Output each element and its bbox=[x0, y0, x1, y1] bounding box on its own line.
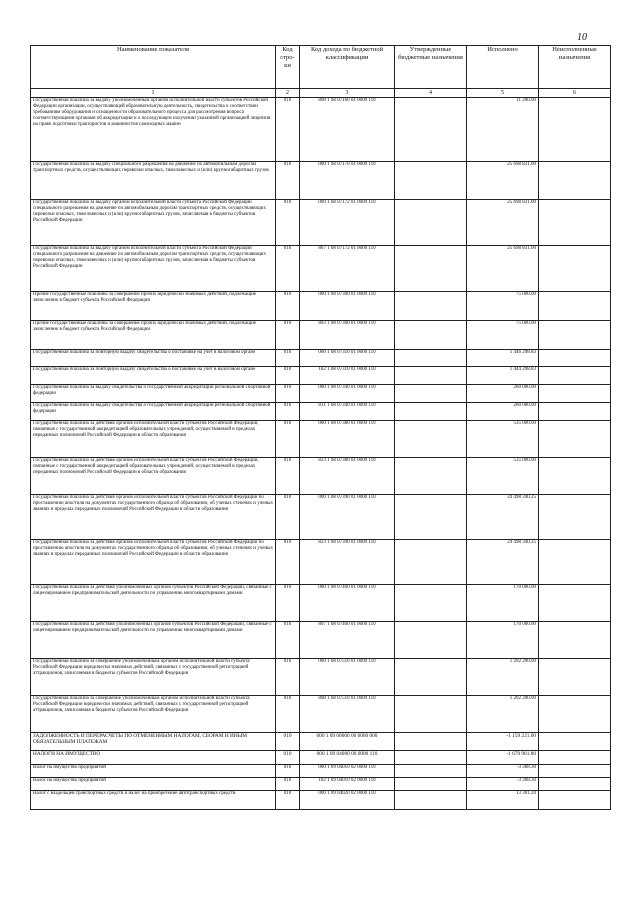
indicator-name: Налог на имущество предприятий bbox=[31, 765, 276, 778]
table-row bbox=[31, 321, 611, 350]
row-code: 010 bbox=[276, 659, 300, 696]
unexecuted-amount bbox=[539, 403, 611, 421]
income-code: 000 1 08 07172 01 0000 110 bbox=[300, 200, 395, 246]
row-code: 010 bbox=[276, 246, 300, 292]
unexecuted-amount bbox=[539, 540, 611, 585]
approved-amount bbox=[395, 421, 467, 458]
row-code: 010 bbox=[276, 98, 300, 162]
column-number: 3 bbox=[300, 89, 395, 98]
unexecuted-amount bbox=[539, 421, 611, 458]
income-code: 831 1 08 07340 01 0000 110 bbox=[300, 403, 395, 421]
row-code: 010 bbox=[276, 495, 300, 540]
approved-amount bbox=[395, 696, 467, 733]
executed-amount: 260 000.00 bbox=[467, 385, 539, 403]
column-number: 2 bbox=[276, 89, 300, 98]
table-row bbox=[31, 751, 611, 765]
header-income-code: Код дохода по бюджетной классификации bbox=[300, 46, 395, 89]
approved-amount bbox=[395, 321, 467, 350]
table-row bbox=[31, 292, 611, 321]
executed-amount: 75 000.00 bbox=[467, 321, 539, 350]
header-approved: Утвержденные бюджетные назначения bbox=[395, 46, 467, 89]
unexecuted-amount bbox=[539, 98, 611, 162]
row-code: 010 bbox=[276, 421, 300, 458]
table-row bbox=[31, 791, 611, 810]
indicator-name: Налог с владельцев транспортных средств и налог на приобретение автотранспортных средств bbox=[31, 791, 276, 810]
executed-amount: 24 498 340.25 bbox=[467, 495, 539, 540]
row-code: 010 bbox=[276, 540, 300, 585]
column-number: 4 bbox=[395, 89, 467, 98]
approved-amount bbox=[395, 200, 467, 246]
indicator-name: Государственная пошлина за выдачу органом исполнительной власти субъекта Российской Федерации специального разрешения на движение по автомобильным дорогам транспортных средств, осуществляющих перевозки опасных, тяжеловесных и (или) крупногабаритных грузов, зачисляемая в бюджеты субъектов Российской Федерации bbox=[31, 200, 276, 246]
approved-amount bbox=[395, 733, 467, 751]
indicator-name: НАЛОГИ НА ИМУЩЕСТВО bbox=[31, 751, 276, 765]
table-row bbox=[31, 495, 611, 540]
executed-amount: 170 000.00 bbox=[467, 622, 539, 659]
indicator-name: Государственная пошлина за совершение уполномоченным органом исполнительной власти субъекта Российской Федерации юридически значимых действий, связанных с государственной регистрацией аттракционов, зачисляемая в бюджеты субъектов Российской Федерации bbox=[31, 696, 276, 733]
header-row bbox=[31, 46, 611, 89]
indicator-name: Государственная пошлина за действия уполномоченных органов субъектов Российской Федерации, связанные с лицензированием предпринимательской деятельности по управлению многоквартирными домами bbox=[31, 622, 276, 659]
executed-amount: 25 698 831.00 bbox=[467, 246, 539, 292]
table-row bbox=[31, 385, 611, 403]
unexecuted-amount bbox=[539, 696, 611, 733]
executed-amount: 25 698 831.00 bbox=[467, 162, 539, 200]
approved-amount bbox=[395, 622, 467, 659]
unexecuted-amount bbox=[539, 367, 611, 385]
executed-amount: 24 498 340.25 bbox=[467, 540, 539, 585]
executed-amount: -3 368.30 bbox=[467, 765, 539, 778]
approved-amount bbox=[395, 246, 467, 292]
executed-amount: 1 444 298.83 bbox=[467, 367, 539, 385]
column-number: 6 bbox=[539, 89, 611, 98]
income-code: 182 1 08 07310 01 0000 110 bbox=[300, 367, 395, 385]
income-code: 000 1 08 07380 01 0000 110 bbox=[300, 421, 395, 458]
income-code: 000 1 09 04020 02 0000 110 bbox=[300, 791, 395, 810]
row-code: 010 bbox=[276, 367, 300, 385]
indicator-name: Государственная пошлина за действия органов исполнительной власти субъектов Российской Федерации, связанные с государственной аккредитацией образовательных учреждений, осуществляемой в пределах переданных полномочий Российской Федерации в области образования bbox=[31, 458, 276, 495]
executed-amount: -1 159 221.00 bbox=[467, 733, 539, 751]
indicator-name: Государственная пошлина за действия органов исполнительной власти субъектов Российской Федерации, связанные с государственной аккредитацией образовательных учреждений, осуществляемой в пределах переданных полномочий Российской Федерации в области образования bbox=[31, 421, 276, 458]
executed-amount: 25 698 831.00 bbox=[467, 200, 539, 246]
table-row bbox=[31, 162, 611, 200]
indicator-name: Государственная пошлина за повторную выдачу свидетельства о постановке на учет в налоговом органе bbox=[31, 367, 276, 385]
unexecuted-amount bbox=[539, 778, 611, 791]
unexecuted-amount bbox=[539, 385, 611, 403]
income-code: 000 1 09 00000 00 0000 000 bbox=[300, 733, 395, 751]
indicator-name: Государственная пошлина за выдачу специального разрешения на движение по автомобильным дорогам транспортных средств, осуществляющих перевозки опасных, тяжеловесных и (или) крупногабаритных грузов bbox=[31, 162, 276, 200]
income-code: 000 1 08 07300 01 0000 110 bbox=[300, 292, 395, 321]
table-row bbox=[31, 403, 611, 421]
income-code: 000 1 08 07340 01 0000 110 bbox=[300, 385, 395, 403]
table-row bbox=[31, 659, 611, 696]
unexecuted-amount bbox=[539, 733, 611, 751]
table-row bbox=[31, 458, 611, 495]
executed-amount: 170 000.00 bbox=[467, 585, 539, 622]
approved-amount bbox=[395, 765, 467, 778]
column-number-row bbox=[31, 89, 611, 98]
executed-amount: -3 368.30 bbox=[467, 778, 539, 791]
unexecuted-amount bbox=[539, 585, 611, 622]
table-row bbox=[31, 98, 611, 162]
table-row bbox=[31, 778, 611, 791]
unexecuted-amount bbox=[539, 350, 611, 367]
income-code: 808 1 08 07510 01 0000 110 bbox=[300, 696, 395, 733]
approved-amount bbox=[395, 292, 467, 321]
income-code: 182 1 09 04010 02 0000 110 bbox=[300, 778, 395, 791]
approved-amount bbox=[395, 751, 467, 765]
income-code: 000 1 08 07510 01 0000 110 bbox=[300, 659, 395, 696]
table-row bbox=[31, 622, 611, 659]
unexecuted-amount bbox=[539, 765, 611, 778]
header-row-code: Код стро-ки bbox=[276, 46, 300, 89]
indicator-name: Прочие государственные пошлины за совершение прочих юридически значимых действий, подлежащие зачислению в бюджет субъекта Российской Федерации bbox=[31, 321, 276, 350]
table-row bbox=[31, 421, 611, 458]
approved-amount bbox=[395, 98, 467, 162]
unexecuted-amount bbox=[539, 495, 611, 540]
table-row bbox=[31, 765, 611, 778]
row-code: 010 bbox=[276, 292, 300, 321]
approved-amount bbox=[395, 403, 467, 421]
approved-amount bbox=[395, 540, 467, 585]
unexecuted-amount bbox=[539, 791, 611, 810]
executed-amount: 1 202 200.00 bbox=[467, 696, 539, 733]
income-code: 000 1 08 07400 01 0000 110 bbox=[300, 585, 395, 622]
executed-amount: 535 000.00 bbox=[467, 421, 539, 458]
executed-amount: 13 301.20 bbox=[467, 791, 539, 810]
table-row bbox=[31, 367, 611, 385]
row-code: 010 bbox=[276, 696, 300, 733]
executed-amount: 1 202 200.00 bbox=[467, 659, 539, 696]
table-row bbox=[31, 540, 611, 585]
row-code: 010 bbox=[276, 458, 300, 495]
approved-amount bbox=[395, 350, 467, 367]
income-code: 867 1 08 07172 01 0000 110 bbox=[300, 246, 395, 292]
indicator-name: Налог на имущество предприятий bbox=[31, 778, 276, 791]
header-executed: Исполнено bbox=[467, 46, 539, 89]
executed-amount: 75 000.00 bbox=[467, 292, 539, 321]
executed-amount: -1 670 961.80 bbox=[467, 751, 539, 765]
row-code: 010 bbox=[276, 585, 300, 622]
income-code: 000 1 08 07390 01 0000 110 bbox=[300, 495, 395, 540]
unexecuted-amount bbox=[539, 751, 611, 765]
indicator-name: Государственная пошлина за повторную выдачу свидетельства о постановке на учет в налоговом органе bbox=[31, 350, 276, 367]
approved-amount bbox=[395, 162, 467, 200]
income-code: 823 1 08 07390 01 0000 110 bbox=[300, 540, 395, 585]
income-code: 823 1 08 07380 01 0000 110 bbox=[300, 458, 395, 495]
unexecuted-amount bbox=[539, 622, 611, 659]
row-code: 010 bbox=[276, 321, 300, 350]
table-row bbox=[31, 350, 611, 367]
income-code: 000 1 09 04000 00 0000 110 bbox=[300, 751, 395, 765]
income-code: 000 1 08 07170 01 0000 110 bbox=[300, 162, 395, 200]
income-code: 803 1 08 07300 01 0000 110 bbox=[300, 321, 395, 350]
approved-amount bbox=[395, 458, 467, 495]
executed-amount: 1 446 298.83 bbox=[467, 350, 539, 367]
approved-amount bbox=[395, 495, 467, 540]
row-code: 010 bbox=[276, 162, 300, 200]
executed-amount: 535 000.00 bbox=[467, 458, 539, 495]
unexecuted-amount bbox=[539, 200, 611, 246]
approved-amount bbox=[395, 585, 467, 622]
row-code: 010 bbox=[276, 778, 300, 791]
row-code: 010 bbox=[276, 350, 300, 367]
indicator-name: ЗАДОЛЖЕННОСТЬ И ПЕРЕРАСЧЕТЫ ПО ОТМЕНЕННЫМ НАЛОГАМ, СБОРАМ И ИНЫМ ОБЯЗАТЕЛЬНЫМ ПЛАТЕЖАМ bbox=[31, 733, 276, 751]
indicator-name: Государственная пошлина за выдачу уполномоченным органом исполнительной власти субъектов Российской Федерации организации, осуществляющей образовательную деятельность, свидетельства о соответствии требованиям оборудования и оснащенности образовательного процесса для рассмотрения вопроса соответствующими органами об аккредитации и о последующем получении указанной организацией лицензии на право подготовки трактористов и машинистов самоходных машин bbox=[31, 98, 276, 162]
row-code: 010 bbox=[276, 733, 300, 751]
page-number: 10 bbox=[577, 32, 587, 43]
row-code: 010 bbox=[276, 403, 300, 421]
row-code: 010 bbox=[276, 751, 300, 765]
income-code: 808 1 08 07160 01 0000 110 bbox=[300, 98, 395, 162]
approved-amount bbox=[395, 791, 467, 810]
table-row bbox=[31, 696, 611, 733]
approved-amount bbox=[395, 367, 467, 385]
indicator-name: Государственная пошлина за действия органов исполнительной власти субъектов Российской Федерации по проставлению апостиля на документах государственного образца об образовании, об ученых степенях и ученых званиях в пределах переданных полномочий Российской Федерации в области образования bbox=[31, 540, 276, 585]
unexecuted-amount bbox=[539, 659, 611, 696]
approved-amount bbox=[395, 659, 467, 696]
unexecuted-amount bbox=[539, 162, 611, 200]
table-row bbox=[31, 733, 611, 751]
indicator-name: Государственная пошлина за совершение уполномоченным органом исполнительной власти субъекта Российской Федерации юридически значимых действий, связанных с государственной регистрацией аттракционов, зачисляемая в бюджеты субъектов Российской Федерации bbox=[31, 659, 276, 696]
budget-report-table bbox=[30, 45, 611, 810]
executed-amount: 260 000.00 bbox=[467, 403, 539, 421]
executed-amount: 11 200.00 bbox=[467, 98, 539, 162]
column-number: 5 bbox=[467, 89, 539, 98]
income-code: 000 1 09 04010 02 0000 110 bbox=[300, 765, 395, 778]
indicator-name: Государственная пошлина за действия органов исполнительной власти субъектов Российской Федерации по проставлению апостиля на документах государственного образца об образовании, об ученых степенях и ученых званиях в пределах переданных полномочий Российской Федерации в области образования bbox=[31, 495, 276, 540]
indicator-name: Государственная пошлина за выдачу свидетельства о государственной аккредитации региональной спортивной федерации bbox=[31, 403, 276, 421]
header-unexecuted: Неисполненные назначения bbox=[539, 46, 611, 89]
indicator-name: Государственная пошлина за выдачу органом исполнительной власти субъекта Российской Федерации специального разрешения на движение по автомобильным дорогам транспортных средств, осуществляющих перевозки опасных, тяжеловесных и (или) крупногабаритных грузов, зачисляемая в бюджеты субъектов Российской Федерации bbox=[31, 246, 276, 292]
unexecuted-amount bbox=[539, 458, 611, 495]
income-code: 000 1 08 07310 01 0000 110 bbox=[300, 350, 395, 367]
column-number: 1 bbox=[31, 89, 276, 98]
row-code: 010 bbox=[276, 385, 300, 403]
row-code: 010 bbox=[276, 200, 300, 246]
table-row bbox=[31, 246, 611, 292]
unexecuted-amount bbox=[539, 246, 611, 292]
approved-amount bbox=[395, 778, 467, 791]
row-code: 010 bbox=[276, 622, 300, 659]
row-code: 010 bbox=[276, 791, 300, 810]
approved-amount bbox=[395, 385, 467, 403]
unexecuted-amount bbox=[539, 292, 611, 321]
header-name: Наименование показателя bbox=[31, 46, 276, 89]
table-row bbox=[31, 585, 611, 622]
unexecuted-amount bbox=[539, 321, 611, 350]
table-row bbox=[31, 200, 611, 246]
income-code: 807 1 08 07400 01 0000 110 bbox=[300, 622, 395, 659]
row-code: 010 bbox=[276, 765, 300, 778]
indicator-name: Прочие государственные пошлины за совершение прочих юридически значимых действий, подлежащие зачислению в бюджет субъекта Российской Федерации bbox=[31, 292, 276, 321]
indicator-name: Государственная пошлина за действия уполномоченных органов субъектов Российской Федерации, связанные с лицензированием предпринимательской деятельности по управлению многоквартирными домами bbox=[31, 585, 276, 622]
indicator-name: Государственная пошлина за выдачу свидетельства о государственной аккредитации региональной спортивной федерации bbox=[31, 385, 276, 403]
